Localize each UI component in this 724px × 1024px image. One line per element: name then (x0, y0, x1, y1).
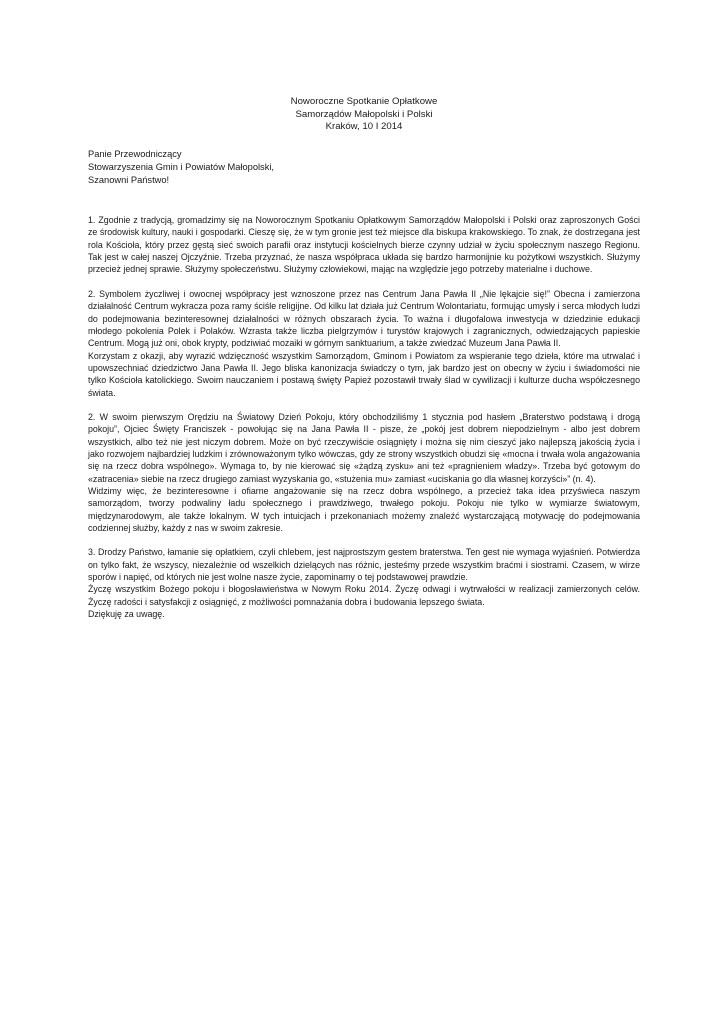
closing-line: Dziękuję za uwagę. (88, 609, 165, 620)
section-2 (88, 288, 640, 399)
header-title-line-2: Samorządów Małopolski i Polski (295, 108, 433, 120)
paragraph: 1. Zgodnie z tradycją, gromadzimy się na Noworocznym Spotkaniu Opłatkowym Samorządów Małopolski i Polski oraz zaproszonych Gości ze środowisk kultury, nauki i gospodarki. Cieszę się, że w tym gronie jest też miejsce dla biskupa krakowskiego. To znak, że dostrzegana jest rola Kościoła, który przez gęstą sieć swoich parafii oraz instytucji kościelnych bierze czynny udział w życiu społecznym naszego Regionu. Tak jest w całej naszej Ojczyźnie. Trzeba przyznać, że nasza współpraca układa się bardzo harmonijnie ku pożytkowi wszystkich. Służymy przecież jednej sprawie. Służymy społeczeństwu. Służymy człowiekowi, mając na względzie jego potrzeby materialne i duchowe. (88, 215, 640, 275)
paragraph: 3. Drodzy Państwo, łamanie się opłatkiem, czyli chlebem, jest najprostszym gestem braterstwa. Ten gest nie wymaga wyjaśnień. Potwierdza on tylko fakt, że wszyscy, niezależnie od wszelkich dzielących nas różnic, jesteśmy przede wszystkim braćmi i siostrami. Czasem, w wirze sporów i napięć, od których nie jest wolne nasze życie, zapominamy o tej podstawowej prawdzie. (88, 547, 640, 583)
header-title-line-1: Noworoczne Spotkanie Opłatkowe (290, 96, 438, 107)
paragraph: 2. Symbolem życzliwej i owocnej współpracy jest wznoszone przez nas Centrum Jana Pawła II „Nie lękajcie się!” Obecna i zamierzona działalność Centrum wykracza poza ramy ściśle religijne. Od kilku lat działa już Centrum Wolontariatu, formując umysły i serca młodych ludzi do podejmowania bezinteresownej działalności w różnych obszarach życia. To ważna i długofalowa inwestycja w dziedzinie edukacji młodego pokolenia Polek i Polaków. Wzrasta także liczba pielgrzymów i turystów krajowych i zagranicznych, odwiedzających papieskie Centrum. Mogą już oni, obok krypty, podziwiać mozaiki w górnym sanktuarium, a także zwiedzać Muzeum Jana Pawła II. (88, 288, 640, 349)
paragraph: Życzę wszystkim Bożego pokoju i błogosławieństwa w Nowym Roku 2014. Życzę odwagi i wytrwałości w realizacji zamierzonych celów. Życzę radości i satysfakcji z osiągnięć, z możliwości pomnażania dobra i budowania lepszego świata. (88, 584, 640, 607)
section-1 (88, 214, 640, 276)
salutation-line-1: Panie Przewodniczący (88, 148, 182, 159)
section-4 (88, 546, 640, 620)
paragraph: Widzimy więc, że bezinteresowne i ofiarne angażowanie się na rzecz dobra wspólnego, a przecież taka idea przyświeca naszym samorządom, tworzy podwaliny ładu społecznego i prawdziwego, trwałego pokoju. Pokoju nie tylko w wymiarze światowym, międzynarodowym, ale także lokalnym. W tych intuicjach i przekonaniach możemy znaleźć wystarczającą motywację do podejmowania codziennej służby, każdy z nas w swoim zakresie. (88, 485, 640, 534)
section-3 (88, 411, 640, 534)
salutation-line-2: Stowarzyszenia Gmin i Powiatów Małopolski, (88, 161, 275, 172)
salutation-line-3: Szanowni Państwo! (88, 174, 170, 185)
document-body (88, 214, 640, 620)
paragraph: 2. W swoim pierwszym Orędziu na Światowy Dzień Pokoju, który obchodziliśmy 1 stycznia pod hasłem „Braterstwo podstawą i drogą pokoju”, Ojciec Święty Franciszek - powołując się na Jana Pawła II - pisze, że „pokój jest dobrem niepodzielnym - albo jest dobrem wszystkich, albo też nie jest niczym dobrem. Może on być rzeczywiście osiągnięty i można się nim cieszyć jako najlepszą jakością życia i jako rozwojem najbardziej ludzkim i zrównoważonym tylko wówczas, gdy ze strony wszystkich obudzi się «mocna i trwała wola angażowania się na rzecz dobra wspólnego». Wymaga to, by nie kierować się «żądzą zysku» ani też «pragnieniem władzy». Trzeba być gotowym do «zatracenia» siebie na rzecz drugiego zamiast wyzyskania go, «stużenia mu» zamiast «uciskania go dla własnej korzyści»” (n. 4). (88, 411, 640, 484)
header-date-line: Kraków, 10 I 2014 (325, 121, 403, 132)
document-page (88, 96, 640, 632)
salutation (88, 148, 640, 188)
document-header (88, 96, 640, 134)
paragraph: Korzystam z okazji, aby wyrazić wdzięczność wszystkim Samorządom, Gminom i Powiatom za wspieranie tego dzieła, które ma utrwalać i upowszechniać dziedzictwo Jana Pawła II. Jego bliska kanonizacja świadczy o tym, jak bardzo jest on obecny w życiu i świadomości nie tylko Kościoła katolickiego. Swoim nauczaniem i postawą święty Papież pozostawił trwały ślad w cywilizacji i kulturze ducha współczesnego świata. (88, 350, 640, 398)
